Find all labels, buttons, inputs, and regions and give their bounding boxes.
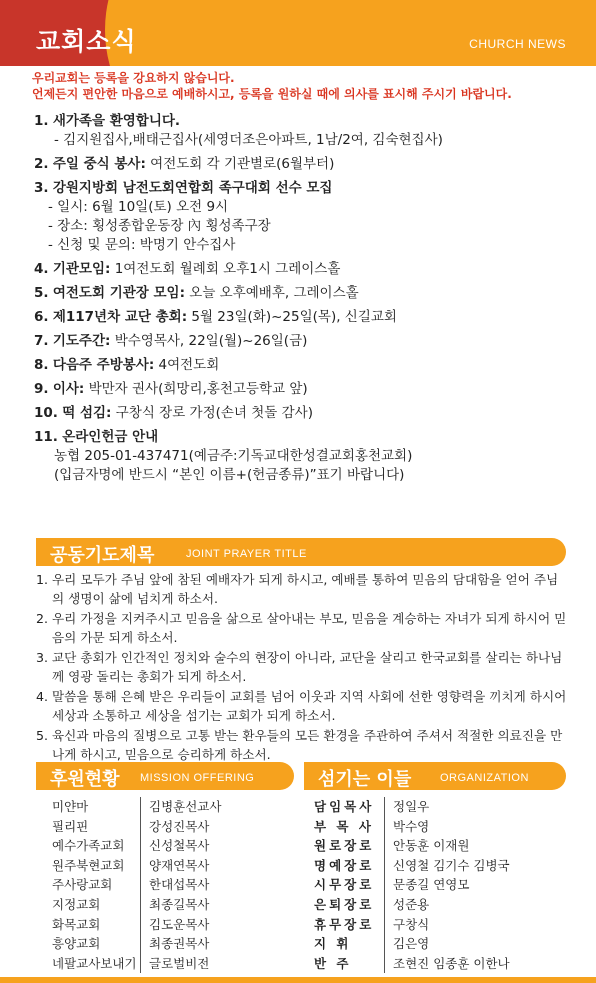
news-item-title: 새가족을 환영합니다.	[52, 113, 181, 129]
news-item	[34, 179, 574, 255]
org-names: 박수영	[384, 817, 429, 837]
org-role: 명예장로	[314, 857, 375, 873]
org-names: 정일우	[384, 797, 429, 817]
mission-missionary: 글로벌비전	[140, 954, 209, 974]
mission-missionary: 강성진목사	[140, 817, 209, 837]
mission-church: 원주북현교회	[52, 857, 125, 873]
news-item-detail: 5월 23일(화)~25일(목), 신길교회	[187, 309, 397, 325]
news-item	[34, 356, 574, 375]
news-item-title: 온라인헌금 안내	[62, 429, 159, 445]
mission-section-english: MISSION OFFERING	[140, 772, 255, 784]
prayer-item: 1. 우리 모두가 주님 앞에 참된 예배자가 되게 하시고, 예배를 통하여 믿음의 담대함을 얻어 주님의 생명이 삶에 넘치게 하소서.	[36, 572, 559, 606]
news-item	[34, 380, 574, 399]
news-item-detail: 오늘 오후예배후, 그레이스홀	[185, 285, 359, 301]
org-names: 안동훈 이재원	[384, 836, 469, 856]
mission-row	[52, 856, 221, 876]
org-row	[314, 954, 510, 974]
prayer-section-english: JOINT PRAYER TITLE	[186, 548, 307, 560]
news-item-heading: 6.	[34, 309, 49, 325]
news-item	[34, 284, 574, 303]
prayer-list	[36, 571, 568, 766]
news-item-title: 다음주 주방봉사:	[52, 357, 155, 373]
page-title: 교회소식	[36, 27, 137, 56]
mission-missionary: 한대섭목사	[140, 875, 209, 895]
org-names: 구창식	[384, 915, 429, 935]
org-names: 성준용	[384, 895, 429, 915]
mission-list	[52, 797, 221, 973]
notice-line: 언제든지 편안한 마음으로 예배하시고, 등록을 원하실 때에 의사를 표시해 주시기 바랍니다.	[32, 87, 512, 101]
mission-church: 필리핀	[52, 818, 89, 834]
news-item-subline: - 신청 및 문의: 박명기 안수집사	[48, 237, 236, 253]
news-item-heading: 2.	[34, 156, 49, 172]
news-item-heading: 10.	[34, 405, 58, 421]
mission-church: 주사랑교회	[52, 877, 113, 893]
news-item-title: 떡 섬김:	[62, 405, 112, 421]
news-item	[34, 155, 574, 174]
news-list	[34, 112, 574, 490]
news-item-heading: 3.	[34, 180, 49, 196]
mission-church: 예수가족교회	[52, 838, 125, 854]
news-item-detail: 1여전도회 월례회 오후1시 그레이스홀	[110, 261, 341, 277]
news-item	[34, 404, 574, 423]
org-role: 휴무장로	[314, 916, 375, 932]
news-item-subline: 농협 205-01-437471(예금주:기독교대한성결교회홍천교회)	[54, 448, 413, 464]
news-item-detail: 박만자 권사(희망리,홍천고등학교 앞)	[84, 381, 308, 397]
org-section-title: 섬기는 이들	[318, 769, 412, 790]
news-item-title: 여전도회 기관장 모임:	[52, 285, 185, 301]
mission-row	[52, 934, 221, 954]
news-item-subline: - 장소: 횡성종합운동장 內 횡성족구장	[48, 218, 271, 234]
news-item-title: 제117년차 교단 총회:	[52, 309, 188, 325]
mission-section-header	[36, 762, 294, 790]
org-role: 부 목 사	[314, 818, 374, 834]
org-row	[314, 817, 510, 837]
prayer-item: 5. 육신과 마음의 질병으로 고통 받는 환우들의 모든 환경을 주관하여 주셔서 적절한 의료진을 만나게 하시고, 믿음으로 승리하게 하소서.	[36, 728, 563, 762]
prayer-section-title: 공동기도제목	[50, 545, 155, 566]
mission-church: 네팔교사보내기	[52, 955, 137, 971]
org-names: 조현진 임종훈 이한나	[384, 954, 510, 974]
org-role: 지 휘	[314, 936, 352, 952]
org-list	[314, 797, 510, 973]
mission-row	[52, 875, 221, 895]
news-item-heading: 4.	[34, 261, 49, 277]
mission-missionary: 신성철목사	[140, 836, 209, 856]
registration-notice	[32, 70, 512, 102]
org-role: 은퇴장로	[314, 896, 375, 912]
news-item-heading: 8.	[34, 357, 49, 373]
news-item-subline: - 일시: 6월 10일(토) 오전 9시	[48, 199, 229, 215]
mission-church: 지정교회	[52, 896, 101, 912]
mission-row	[52, 797, 221, 817]
mission-missionary: 김병훈선교사	[140, 797, 221, 817]
mission-row	[52, 895, 221, 915]
header-banner	[0, 0, 596, 66]
news-item-heading: 5.	[34, 285, 49, 301]
news-item-heading: 1.	[34, 113, 49, 129]
mission-church: 미얀마	[52, 799, 89, 814]
org-names: 문종길 연영모	[384, 875, 469, 895]
news-item	[34, 112, 574, 150]
news-item-subline: - 김지원집사,배태근집사(세영더조은아파트, 1남/2여, 김숙현집사)	[54, 132, 443, 148]
notice-line: 우리교회는 등록을 강요하지 않습니다.	[32, 71, 235, 85]
org-row	[314, 797, 510, 817]
news-item	[34, 260, 574, 279]
news-item-subline: (입금자명에 반드시 “본인 이름+(헌금종류)”표기 바랍니다)	[54, 467, 405, 483]
prayer-item: 3. 교단 총회가 인간적인 정치와 술수의 현장이 아니라, 교단을 살리고 한국교회를 살리는 하나님께 영광 돌리는 총회가 되게 하소서.	[36, 650, 563, 684]
news-item-heading: 9.	[34, 381, 49, 397]
news-item	[34, 332, 574, 351]
org-row	[314, 934, 510, 954]
mission-row	[52, 836, 221, 856]
prayer-section-header	[36, 538, 566, 566]
org-section-english: ORGANIZATION	[440, 772, 529, 784]
prayer-item: 2. 우리 가정을 지켜주시고 믿음을 삶으로 살아내는 부모, 믿음을 계승하는 자녀가 되게 하시어 믿음의 가문 되게 하소서.	[36, 611, 567, 645]
news-item-heading: 11.	[34, 429, 58, 445]
news-item	[34, 428, 574, 485]
mission-row	[52, 915, 221, 935]
mission-missionary: 김도운목사	[140, 915, 209, 935]
prayer-item: 4. 말씀을 통해 은혜 받은 우리들이 교회를 넘어 이웃과 지역 사회에 선한 영향력을 끼치게 하시어 세상과 소통하고 세상을 섬기는 교회가 되게 하소서.	[36, 689, 567, 723]
mission-church: 흥양교회	[52, 936, 101, 952]
org-row	[314, 836, 510, 856]
org-names: 신영철 김기수 김병국	[384, 856, 510, 876]
org-section-header	[304, 762, 566, 790]
org-row	[314, 895, 510, 915]
mission-row	[52, 817, 221, 837]
news-item-detail: 4여전도회	[154, 357, 220, 373]
news-item	[34, 308, 574, 327]
footer-strip	[0, 977, 596, 983]
org-role: 반 주	[314, 955, 352, 971]
org-role: 원로장로	[314, 838, 375, 854]
news-item-title: 주일 중식 봉사:	[52, 156, 146, 172]
org-row	[314, 915, 510, 935]
mission-church: 화목교회	[52, 916, 101, 932]
page-title-english: CHURCH NEWS	[469, 37, 566, 51]
news-item-title: 이사:	[52, 381, 85, 397]
org-row	[314, 856, 510, 876]
news-item-title: 강원지방회 남전도회연합회 족구대회 선수 모집	[52, 180, 333, 196]
mission-missionary: 최종권목사	[140, 934, 209, 954]
mission-missionary: 최종길목사	[140, 895, 209, 915]
news-item-title: 기도주간:	[52, 333, 111, 349]
org-names: 김은영	[384, 934, 429, 954]
news-item-title: 기관모임:	[52, 261, 111, 277]
org-row	[314, 875, 510, 895]
news-item-detail: 여전도회 각 기관별로(6월부터)	[145, 156, 335, 172]
news-item-heading: 7.	[34, 333, 49, 349]
news-item-detail: 구창식 장로 가정(손녀 첫돌 감사)	[111, 405, 313, 421]
org-role: 담임목사	[314, 799, 375, 814]
org-role: 시무장로	[314, 877, 375, 893]
news-item-detail: 박수영목사, 22일(월)~26일(금)	[110, 333, 308, 349]
mission-missionary: 양재연목사	[140, 856, 209, 876]
mission-row	[52, 954, 221, 974]
mission-section-title: 후원현황	[50, 769, 120, 790]
